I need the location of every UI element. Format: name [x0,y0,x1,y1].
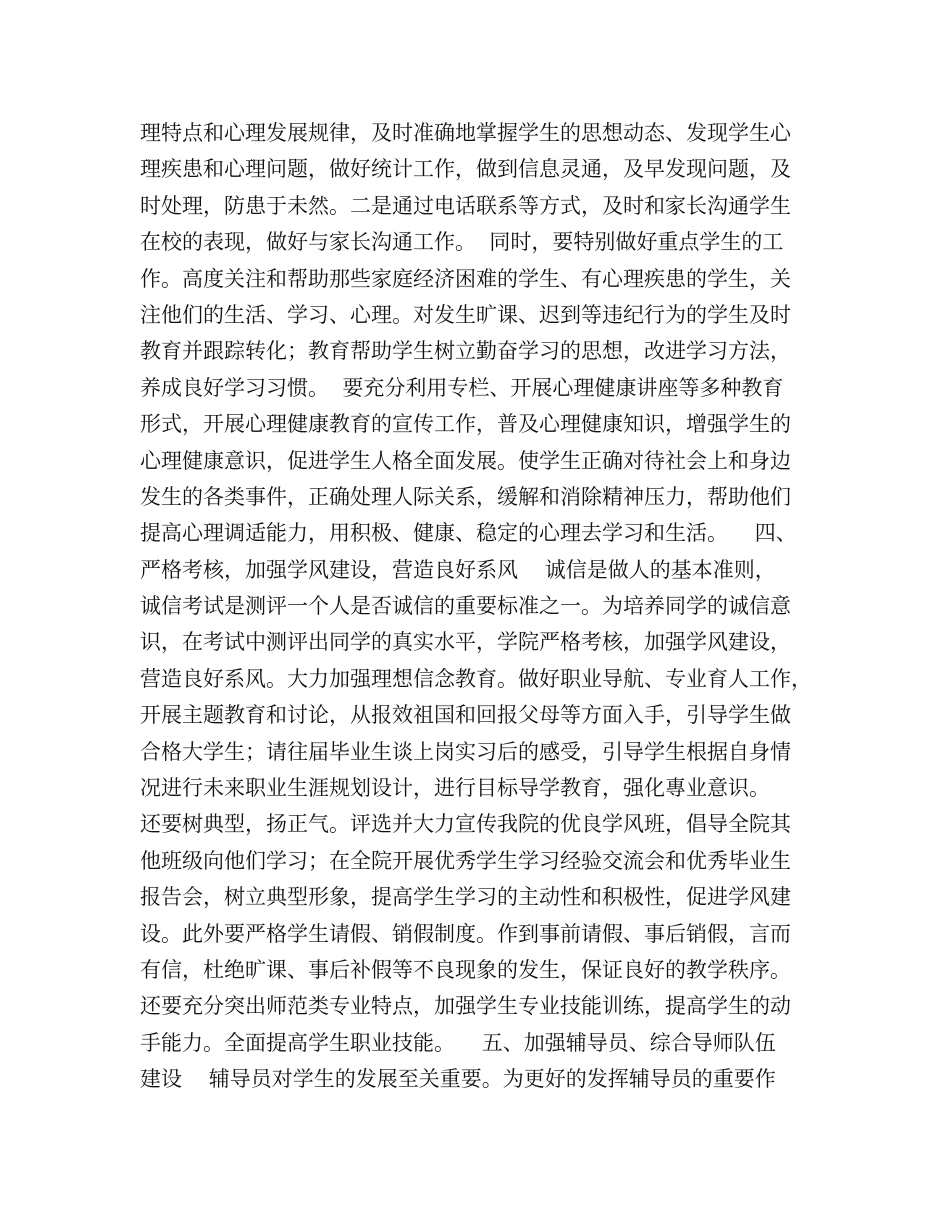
text-line: 合格大学生；请往届毕业生谈上岗实习后的感受，引导学生根据自身情 [140,739,791,764]
text-line: 形式，开展心理健康教育的宣传工作，普及心理健康知识，增强学生的 [140,412,791,437]
text-line: 时处理，防患于未然。二是通过电话联系等方式，及时和家长沟通学生 [140,193,791,218]
text-line: 理疾患和心理问题，做好统计工作，做到信息灵通，及早发现问题，及 [140,157,791,182]
text-line: 在校的表现，做好与家长沟通工作。 同时，要特别做好重点学生的工 [140,230,784,255]
text-line: 理特点和心理发展规律，及时准确地掌握学生的思想动态、发现学生心 [140,121,791,145]
text-line: 报告会，树立典型形象，提高学生学习的主动性和积极性，促进学风建 [140,885,791,910]
text-line: 有信，杜绝旷课、事后补假等不良现象的发生，保证良好的教学秩序。 [140,957,791,982]
text-line: 营造良好系风。大力加强理想信念教育。做好职业导航、专业育人工作， [140,666,812,691]
text-line: 提高心理调适能力，用积极、健康、稳定的心理去学习和生活。 四、 [140,521,797,546]
text-line: 养成良好学习习惯。 要充分利用专栏、开展心理健康讲座等多种教育 [140,375,784,400]
text-line: 发生的各类事件，正确处理人际关系，缓解和消除精神压力，帮助他们 [140,484,791,509]
text-line: 他班级向他们学习；在全院开展优秀学生学习经验交流会和优秀毕业生 [140,848,791,873]
text-line: 教育并跟踪转化；教育帮助学生树立勤奋学习的思想，改进学习方法， [140,339,791,364]
text-line: 建设 辅导员对学生的发展至关重要。为更好的发挥辅导员的重要作 [140,1067,776,1092]
text-line: 还要充分突出师范类专业特点，加强学生专业技能训练，提高学生的动 [140,994,791,1019]
text-line: 识，在考试中测评出同学的真实水平，学院严格考核，加强学风建设， [140,630,791,655]
text-line: 手能力。全面提高学生职业技能。 五、加强辅导员、综合导师队伍 [140,1030,776,1055]
text-line: 注他们的生活、学习、心理。对发生旷课、迟到等违纪行为的学生及时 [140,302,791,327]
text-line: 严格考核，加强学风建设，营造良好系风 诚信是做人的基本准则， [140,557,776,582]
text-line: 开展主题教育和讨论，从报效祖国和回报父母等方面入手，引导学生做 [140,703,791,728]
text-line: 还要树典型，扬正气。评选并大力宣传我院的优良学风班，倡导全院其 [140,812,791,837]
body-text [140,115,840,1098]
text-line: 诚信考试是测评一个人是否诚信的重要标准之一。为培养同学的诚信意 [140,594,791,619]
text-line: 设。此外要严格学生请假、销假制度。作到事前请假、事后销假，言而 [140,921,791,946]
text-line: 作。高度关注和帮助那些家庭经济困难的学生、有心理疾患的学生，关 [140,266,791,291]
text-line: 心理健康意识，促进学生人格全面发展。使学生正确对待社会上和身边 [140,448,791,473]
text-line: 况进行未来职业生涯规划设计，进行目标导学教育，强化專业意识。 [140,776,770,801]
